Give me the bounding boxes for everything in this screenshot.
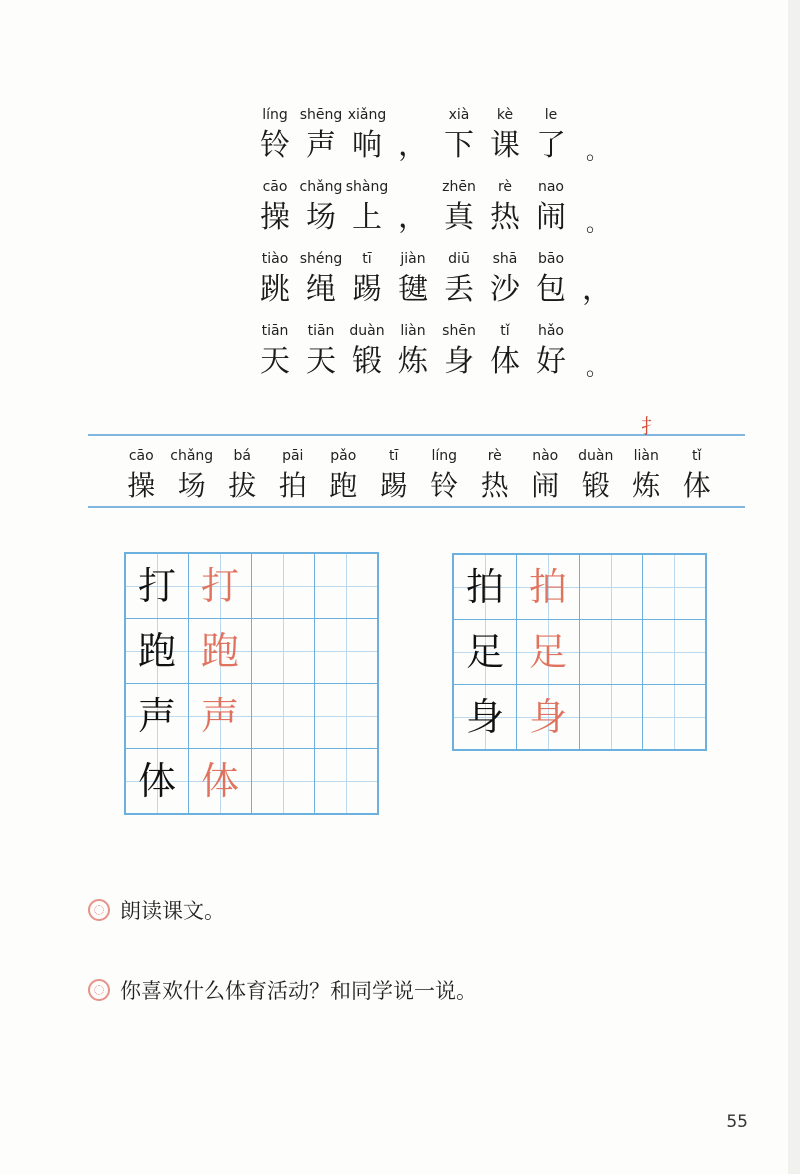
empty-practice-cell bbox=[643, 685, 706, 750]
pinyin: chǎng bbox=[299, 179, 343, 195]
syllable bbox=[436, 321, 482, 383]
pinyin: shēn bbox=[442, 323, 476, 339]
trace-character: 跑 bbox=[200, 629, 239, 673]
model-character: 足 bbox=[465, 630, 504, 674]
hanzi: 炼 bbox=[398, 344, 428, 379]
trace-character-cell bbox=[189, 554, 252, 619]
hanzi: 铃 bbox=[430, 469, 459, 502]
pinyin: rè bbox=[497, 179, 513, 195]
strip-character bbox=[419, 446, 470, 506]
pinyin: kè bbox=[496, 107, 514, 123]
hanzi: 响 bbox=[352, 128, 382, 163]
pinyin: xià bbox=[448, 107, 470, 123]
trace-character-cell bbox=[517, 685, 580, 750]
syllable bbox=[298, 105, 344, 167]
hanzi: 课 bbox=[490, 128, 520, 163]
pinyin: duàn bbox=[349, 323, 385, 339]
syllable bbox=[344, 177, 390, 239]
pinyin: líng bbox=[262, 107, 288, 123]
radical-mark: 扌 bbox=[641, 414, 661, 438]
hanzi: 热 bbox=[480, 469, 509, 502]
pinyin: bāo bbox=[537, 251, 565, 267]
hanzi: 场 bbox=[177, 469, 206, 502]
page-number: 55 bbox=[726, 1112, 748, 1132]
poem-line bbox=[252, 239, 620, 311]
trace-character-cell bbox=[189, 619, 252, 684]
hanzi: 热 bbox=[490, 200, 520, 235]
strip-character bbox=[621, 446, 672, 506]
strip-character bbox=[116, 446, 167, 506]
empty-practice-cell bbox=[580, 555, 643, 620]
pinyin: le bbox=[544, 107, 558, 123]
pinyin: rè bbox=[487, 448, 502, 464]
syllable bbox=[528, 321, 574, 383]
pinyin: tī bbox=[362, 251, 372, 267]
punctuation: 。 bbox=[585, 140, 608, 165]
hanzi: 天 bbox=[306, 344, 336, 379]
syllable bbox=[482, 321, 528, 383]
syllable bbox=[528, 177, 574, 239]
trace-character-cell bbox=[189, 749, 252, 814]
pinyin: diū bbox=[448, 251, 470, 267]
pinyin: xiǎng bbox=[347, 107, 387, 123]
syllable bbox=[528, 105, 574, 167]
empty-practice-cell bbox=[580, 620, 643, 685]
syllable bbox=[298, 177, 344, 239]
empty-practice-cell bbox=[252, 684, 315, 749]
empty-practice-cell bbox=[643, 620, 706, 685]
syllable bbox=[298, 249, 344, 311]
pinyin: shēng bbox=[299, 107, 343, 123]
hanzi: 闹 bbox=[536, 200, 566, 235]
grid-row bbox=[454, 685, 706, 750]
model-character-cell bbox=[454, 685, 517, 750]
syllable bbox=[482, 249, 528, 311]
strip-character bbox=[520, 446, 571, 506]
hanzi: 声 bbox=[306, 128, 336, 163]
trace-character: 足 bbox=[528, 630, 567, 674]
hanzi: 操 bbox=[260, 200, 290, 235]
empty-practice-cell bbox=[252, 749, 315, 814]
poem-line bbox=[252, 95, 620, 167]
punctuation: ， bbox=[582, 272, 612, 307]
syllable bbox=[344, 249, 390, 311]
hanzi: 身 bbox=[444, 344, 474, 379]
pinyin: pāi bbox=[282, 448, 304, 464]
punctuation: 。 bbox=[585, 356, 608, 381]
syllable bbox=[436, 105, 482, 167]
punctuation: ， bbox=[398, 128, 428, 163]
syllable bbox=[390, 249, 436, 311]
hanzi: 踢 bbox=[379, 469, 408, 502]
syllable bbox=[252, 177, 298, 239]
pinyin: nào bbox=[532, 448, 559, 464]
grid-row bbox=[454, 555, 706, 620]
trace-character: 拍 bbox=[528, 565, 567, 609]
model-character-cell bbox=[126, 749, 189, 814]
pinyin: tiān bbox=[307, 323, 335, 339]
hanzi: 跳 bbox=[260, 272, 290, 307]
activity-item bbox=[88, 975, 477, 1005]
seal-icon bbox=[88, 979, 110, 1001]
hanzi: 真 bbox=[444, 200, 474, 235]
pinyin: nao bbox=[537, 179, 565, 195]
hanzi: 上 bbox=[352, 200, 382, 235]
trace-character: 声 bbox=[200, 694, 239, 738]
hanzi: 沙 bbox=[490, 272, 520, 307]
seal-icon bbox=[88, 899, 110, 921]
hanzi: 锻 bbox=[581, 469, 610, 502]
pinyin: cāo bbox=[128, 448, 154, 464]
syllable bbox=[252, 105, 298, 167]
model-character: 体 bbox=[137, 759, 176, 803]
model-character-cell bbox=[126, 684, 189, 749]
model-character: 拍 bbox=[465, 565, 504, 609]
empty-practice-cell bbox=[315, 619, 378, 684]
pinyin: shā bbox=[492, 251, 518, 267]
poem-line bbox=[252, 167, 620, 239]
pinyin: tǐ bbox=[500, 323, 510, 339]
hanzi: 毽 bbox=[398, 272, 428, 307]
trace-character: 身 bbox=[528, 695, 567, 739]
model-character: 跑 bbox=[137, 629, 176, 673]
strip-character bbox=[318, 446, 369, 506]
activity-text: 朗读课文。 bbox=[120, 899, 225, 923]
model-character-cell bbox=[126, 554, 189, 619]
pinyin: liàn bbox=[633, 448, 659, 464]
empty-practice-cell bbox=[315, 749, 378, 814]
syllable bbox=[344, 321, 390, 383]
pinyin: líng bbox=[431, 448, 458, 464]
pinyin: tiào bbox=[261, 251, 289, 267]
model-character-cell bbox=[454, 555, 517, 620]
pinyin: liàn bbox=[400, 323, 426, 339]
pinyin: chǎng bbox=[170, 448, 214, 464]
grid-row bbox=[126, 619, 378, 684]
hanzi: 锻 bbox=[352, 344, 382, 379]
hanzi: 了 bbox=[536, 128, 566, 163]
hanzi: 闹 bbox=[531, 469, 560, 502]
pinyin: jiàn bbox=[400, 251, 426, 267]
pinyin: pǎo bbox=[330, 448, 357, 464]
empty-practice-cell bbox=[252, 554, 315, 619]
pinyin: shàng bbox=[345, 179, 389, 195]
hanzi: 拍 bbox=[278, 469, 307, 502]
syllable bbox=[344, 105, 390, 167]
grid-row bbox=[454, 620, 706, 685]
strip-character bbox=[217, 446, 268, 506]
model-character-cell bbox=[126, 619, 189, 684]
model-character: 打 bbox=[137, 564, 176, 608]
hanzi: 铃 bbox=[260, 128, 290, 163]
model-character: 身 bbox=[465, 695, 504, 739]
syllable bbox=[298, 321, 344, 383]
trace-character-cell bbox=[189, 684, 252, 749]
hanzi: 跑 bbox=[329, 469, 358, 502]
hanzi: 炼 bbox=[632, 469, 661, 502]
model-character: 声 bbox=[137, 694, 176, 738]
hanzi: 丢 bbox=[444, 272, 474, 307]
writing-grid-right bbox=[452, 553, 707, 751]
empty-practice-cell bbox=[643, 555, 706, 620]
syllable bbox=[390, 321, 436, 383]
empty-practice-cell bbox=[252, 619, 315, 684]
grid-row bbox=[126, 554, 378, 619]
hanzi: 天 bbox=[260, 344, 290, 379]
pinyin: shéng bbox=[299, 251, 343, 267]
strip-bottom-rule bbox=[88, 506, 745, 508]
strip-character bbox=[470, 446, 521, 506]
hanzi: 包 bbox=[536, 272, 566, 307]
pinyin: zhēn bbox=[442, 179, 476, 195]
grid-row bbox=[126, 749, 378, 814]
activity-item bbox=[88, 895, 225, 925]
pinyin: tī bbox=[389, 448, 399, 464]
hanzi: 踢 bbox=[352, 272, 382, 307]
writing-grid-left bbox=[124, 552, 379, 815]
trace-character-cell bbox=[517, 620, 580, 685]
activity-text: 你喜欢什么体育活动？和同学说一说。 bbox=[120, 979, 477, 1003]
syllable bbox=[436, 177, 482, 239]
hanzi: 操 bbox=[127, 469, 156, 502]
hanzi: 体 bbox=[490, 344, 520, 379]
model-character-cell bbox=[454, 620, 517, 685]
new-characters-strip bbox=[116, 446, 722, 506]
trace-character: 体 bbox=[200, 759, 239, 803]
strip-character bbox=[672, 446, 723, 506]
poem bbox=[252, 95, 620, 383]
pinyin: tiān bbox=[261, 323, 289, 339]
page-edge bbox=[788, 0, 800, 1174]
hanzi: 好 bbox=[536, 344, 566, 379]
empty-practice-cell bbox=[315, 554, 378, 619]
poem-line bbox=[252, 311, 620, 383]
punctuation: ， bbox=[398, 200, 428, 235]
trace-character: 打 bbox=[200, 564, 239, 608]
punctuation: 。 bbox=[585, 212, 608, 237]
syllable bbox=[436, 249, 482, 311]
pinyin: tǐ bbox=[692, 448, 702, 464]
trace-character-cell bbox=[517, 555, 580, 620]
syllable bbox=[482, 177, 528, 239]
syllable bbox=[528, 249, 574, 311]
pinyin: bá bbox=[233, 448, 251, 464]
strip-character bbox=[369, 446, 420, 506]
strip-character bbox=[167, 446, 218, 506]
strip-character bbox=[571, 446, 622, 506]
syllable bbox=[252, 321, 298, 383]
grid-row bbox=[126, 684, 378, 749]
empty-practice-cell bbox=[315, 684, 378, 749]
pinyin: cāo bbox=[262, 179, 288, 195]
syllable bbox=[482, 105, 528, 167]
strip-character bbox=[268, 446, 319, 506]
empty-practice-cell bbox=[580, 685, 643, 750]
hanzi: 下 bbox=[444, 128, 474, 163]
hanzi: 场 bbox=[306, 200, 336, 235]
pinyin: duàn bbox=[578, 448, 614, 464]
hanzi: 拔 bbox=[228, 469, 257, 502]
syllable bbox=[252, 249, 298, 311]
hanzi: 体 bbox=[682, 469, 711, 502]
hanzi: 绳 bbox=[306, 272, 336, 307]
pinyin: hǎo bbox=[537, 323, 565, 339]
